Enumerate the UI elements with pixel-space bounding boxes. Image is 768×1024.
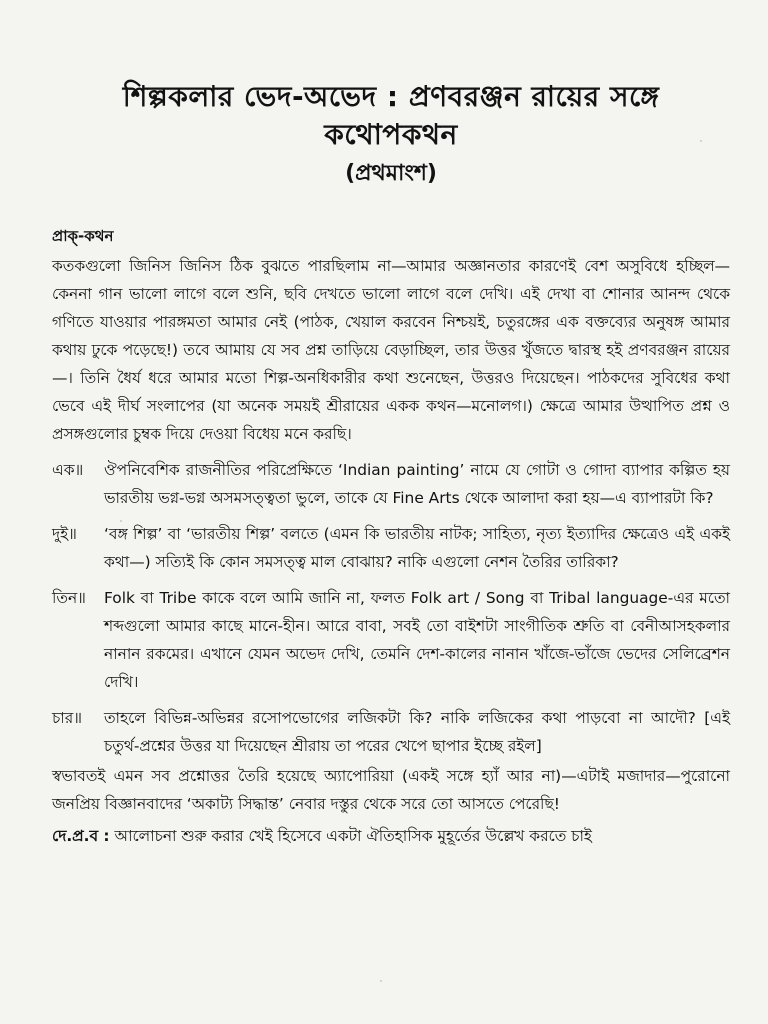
dialogue-line (52, 822, 730, 850)
section-heading: প্রাক্-কথন (52, 227, 114, 245)
question-1 (52, 456, 730, 512)
question-text: ‘বঙ্গ শিল্প’ বা ‘ভারতীয় শিল্প’ বলতে (এমন কি ভারতীয় নাটক; সাহিত্য, নৃত্য ইত্যাদির ক্ষেত্রেও এই একই কথা—) সত্যিই কি কোন সমসত্ত্ব মাল বোঝায়? নাকি এগুলো নেশন তৈরির তারিকা? (104, 525, 730, 571)
dialogue-text: আলোচনা শুরু করার খেই হিসেবে একটা ঐতিহাসিক মুহূর্তের উল্লেখ করতে চাই (114, 827, 592, 845)
question-2 (52, 520, 730, 576)
question-label: এক॥ (52, 461, 84, 479)
scan-speck (380, 980, 382, 982)
intro-paragraph: কতকগুলো জিনিস জিনিস ঠিক বুঝতে পারছিলাম না—আমার অজ্ঞানতার কারণেই বেশ অসুবিধে হচ্ছিল—কেননা গান ভালো লাগে বলে শুনি, ছবি দেখতে ভালো লাগে বলে দেখি। এই দেখা বা শোনার আনন্দ থেকে গণিতে যাওয়ার পারঙ্গমতা আমার নেই (পাঠক, খেয়াল করবেন নিশ্চয়ই, চতুরঙ্গের এক বক্তব্যের অনুষঙ্গ আমার কথায় ঢুকে পড়েছে!) তবে আমায় যে সব প্রশ্ন তাড়িয়ে বেড়াচ্ছিল, তার উত্তর খুঁজতে দ্বারস্থ হই প্রণবরঞ্জন রায়ের—। তিনি ধৈর্য ধরে আমার মতো শিল্প-অনধিকারীর কথা শুনেছেন, উত্তরও দিয়েছেন। পাঠকদের সুবিধের কথা ভেবে এই দীর্ঘ সংলাপের (যা অনেক সময়ই শ্রীরায়ের একক কথন—মনোলগ।) ক্ষেত্রে আমার উত্থাপিত প্রশ্ন ও প্রসঙ্গগুলোর চুম্বক দিয়ে দেওয়া বিধেয় মনে করছি। (52, 257, 730, 443)
speaker-label: দে.প্র.ব : (52, 827, 110, 845)
question-label: তিন॥ (52, 589, 86, 607)
question-label: চার॥ (52, 709, 82, 727)
article-title: শিল্পকলার ভেদ-অভেদ : প্রণবরঞ্জন রায়ের সঙ্গে কথোপকথন (122, 80, 660, 151)
question-text: তাহলে বিভিন্ন-অভিন্নর রসোপভোগের লজিকটা কি? নাকি লজিকের কথা পাড়বো না আদৌ? [এই চতুর্থ-প্রশ্নের উত্তর যা দিয়েছেন শ্রীরায় তা পরের খেপে ছাপার ইচ্ছে রইল] (104, 709, 730, 755)
article-subtitle: (প্রথমাংশ) (345, 161, 437, 186)
question-text: ঔপনিবেশিক রাজনীতির পরিপ্রেক্ষিতে ‘Indian painting’ নামে যে গোটা ও গোদা ব্যাপার কল্পিত হয় ভারতীয় ভগ্ন-ভগ্ন অসমসত্ত্বতা ভুলে, তাকে যে Fine Arts থেকে আলাদা করা হয়—এ ব্যাপারটা কি? (104, 461, 730, 507)
scan-speck (120, 520, 122, 522)
scan-speck (700, 140, 702, 142)
question-3 (52, 584, 730, 696)
closing-paragraph: স্বভাবতই এমন সব প্রশ্নোত্তর তৈরি হয়েছে অ্যাপোরিয়া (একই সঙ্গে হ্যাঁ আর না)—এটাই মজাদার—পুরোনো জনপ্রিয় বিজ্ঞানবাদের ‘অকাট্য সিদ্ধান্ত’ নেবার দস্তুর থেকে সরে তো আসতে পেরেছি! (52, 767, 730, 813)
question-label: দুই॥ (52, 525, 77, 543)
scan-speck (600, 560, 602, 562)
question-text: Folk বা Tribe কাকে বলে আমি জানি না, ফলত Folk art / Song বা Tribal language-এর মতো শব্দগুলো আমার কাছে মানে-হীন। আরে বাবা, সবই তো বাইশটা সাংগীতিক শ্রুতি বা বেনীআসহকলার নানান রকমের। এখানে যেমন অভেদ দেখি, তেমনি দেশ-কালের নানান খাঁজে-ভাঁজে ভেদের সেলিব্রেশন দেখি। (104, 589, 730, 691)
question-4 (52, 704, 730, 760)
